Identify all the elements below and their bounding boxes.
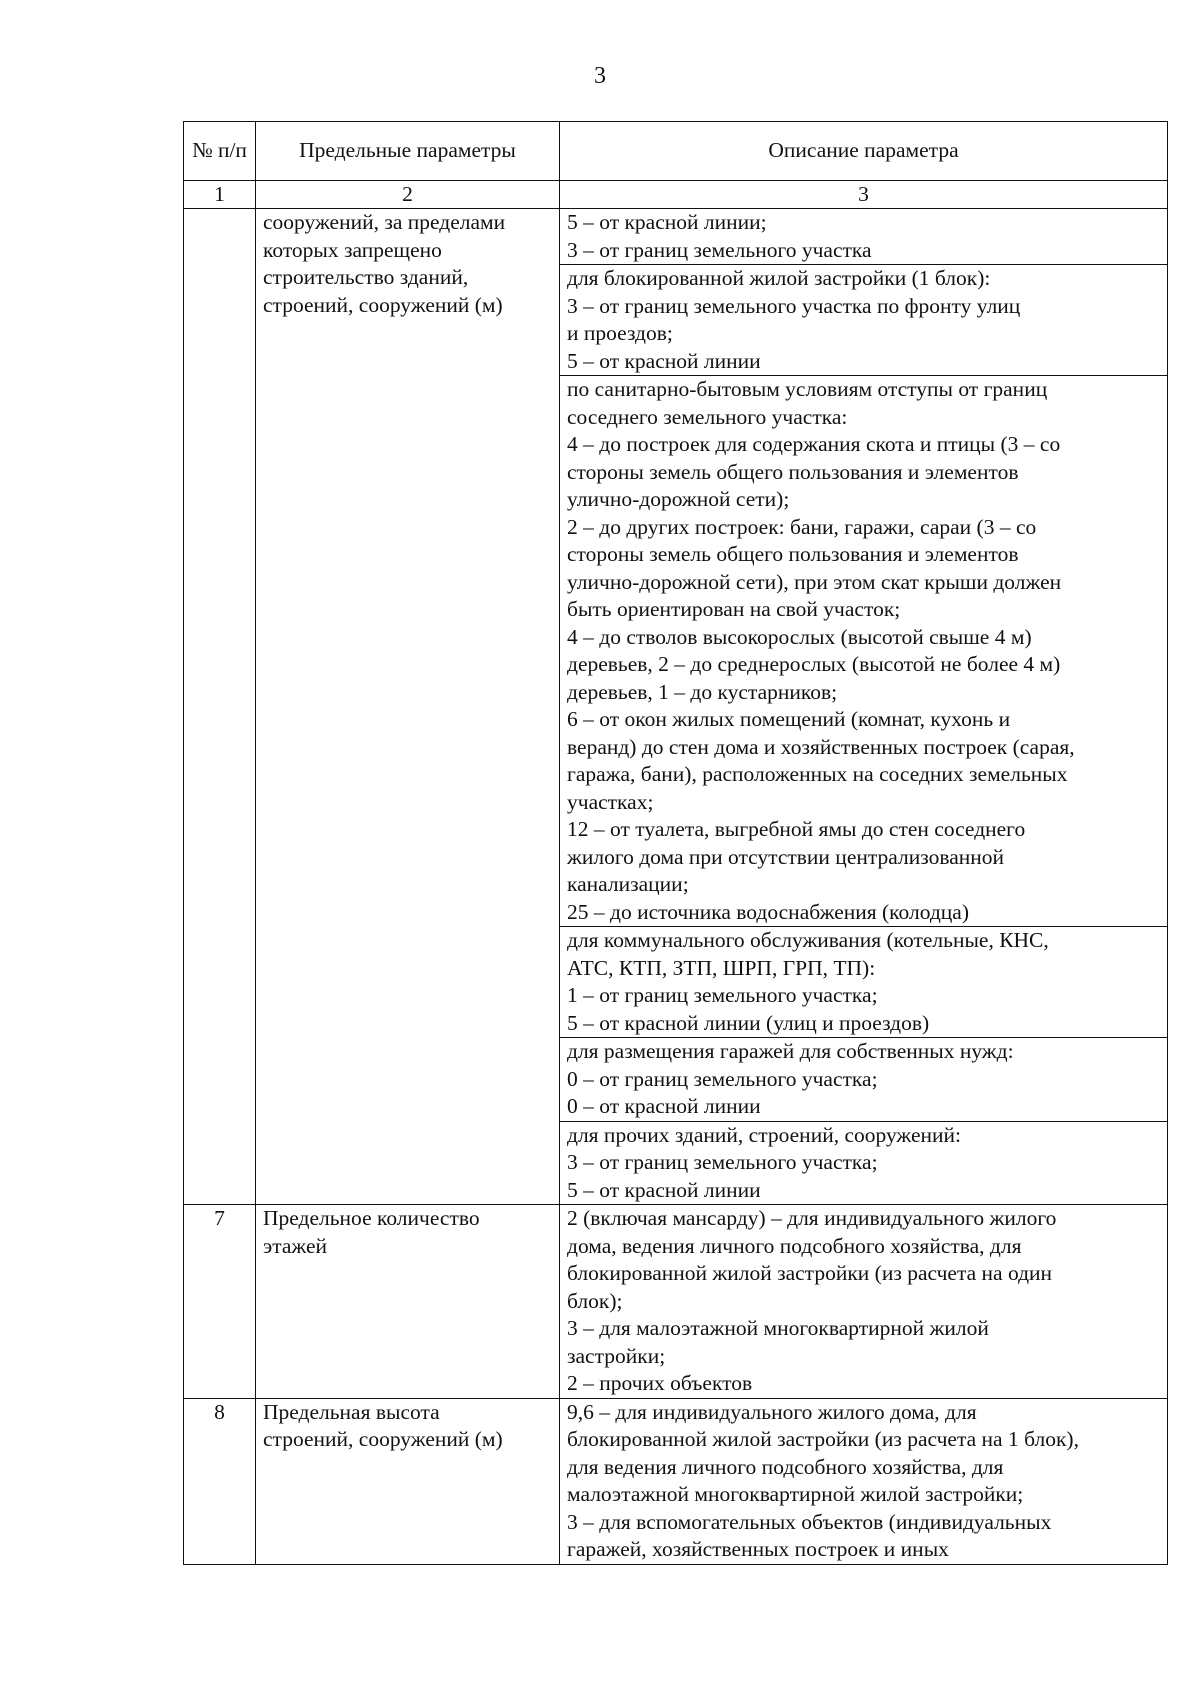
- text-line: участках;: [567, 789, 654, 814]
- page-number: 3: [594, 63, 606, 89]
- table-row: [184, 1398, 1168, 1564]
- text-line: 4 – до построек для содержания скота и птицы (3 – со: [567, 432, 1061, 456]
- description-cell: [560, 1038, 1168, 1122]
- text-line: для прочих зданий, строений, сооружений:: [567, 1122, 962, 1147]
- text-line: 2 – прочих объектов: [567, 1371, 753, 1395]
- text-line: 2 – до других построек: бани, гаражи, сараи (3 – со: [567, 514, 1037, 539]
- header-description: Описание параметра: [560, 122, 1168, 181]
- text-line: гаража, бани), расположенных на соседних земельных: [567, 762, 1068, 786]
- text-line: 3 – для вспомогательных объектов (индивидуальных: [567, 1509, 1052, 1534]
- text-line: 2 (включая мансарду) – для индивидуального жилого: [567, 1206, 1057, 1230]
- text-line: стороны земель общего пользования и элементов: [567, 542, 1019, 566]
- header-number: № п/п: [184, 122, 256, 181]
- row-number-cell: 8: [184, 1398, 256, 1564]
- text-line: соседнего земельного участка:: [567, 404, 848, 429]
- text-line: блок);: [567, 1288, 623, 1313]
- text-line: по санитарно-бытовым условиям отступы от границ: [567, 377, 1048, 401]
- text-line: 3 – от границ земельного участка: [567, 237, 872, 262]
- text-line: 1 – от границ земельного участка;: [567, 983, 878, 1007]
- text-line: 0 – от границ земельного участка;: [567, 1066, 878, 1091]
- parameter-cell: [256, 1205, 560, 1399]
- text-line: АТС, КТП, ЗТП, ШРП, ГРП, ТП):: [567, 955, 876, 980]
- text-line: для коммунального обслуживания (котельные, КНС,: [567, 928, 1049, 952]
- description-cell: [560, 376, 1168, 927]
- text-line: малоэтажной многоквартирной жилой застройки;: [567, 1482, 1024, 1506]
- parameters-table: [183, 121, 1168, 1565]
- text-line: 5 – от красной линии;: [567, 210, 767, 234]
- description-cell: [560, 1121, 1168, 1205]
- text-line: 9,6 – для индивидуального жилого дома, для: [567, 1399, 977, 1424]
- text-line: этажей: [263, 1233, 328, 1258]
- text-line: стороны земель общего пользования и элементов: [567, 459, 1019, 484]
- parameter-cell: [256, 1398, 560, 1564]
- text-line: 5 – от красной линии: [567, 1177, 761, 1202]
- text-line: для блокированной жилой застройки (1 блок):: [567, 266, 991, 290]
- row-number-cell: 7: [184, 1205, 256, 1399]
- description-cell: [560, 265, 1168, 376]
- text-line: улично-дорожной сети), при этом скат крыши должен: [567, 569, 1062, 594]
- text-line: 25 – до источника водоснабжения (колодца): [567, 899, 970, 924]
- text-line: 4 – до стволов высокорослых (высотой свыше 4 м): [567, 624, 1032, 649]
- text-line: которых запрещено: [263, 237, 442, 262]
- text-line: 5 – от красной линии (улиц и проездов): [567, 1010, 930, 1035]
- table-row: [184, 209, 1168, 265]
- text-line: сооружений, за пределами: [263, 210, 506, 234]
- text-line: канализации;: [567, 872, 689, 896]
- text-line: блокированной жилой застройки (из расчета на один: [567, 1261, 1053, 1285]
- column-index: 3: [560, 181, 1168, 209]
- text-line: деревьев, 1 – до кустарников;: [567, 679, 838, 704]
- column-index: 2: [256, 181, 560, 209]
- text-line: 0 – от красной линии: [567, 1094, 761, 1118]
- text-line: для размещения гаражей для собственных нужд:: [567, 1039, 1014, 1063]
- text-line: жилого дома при отсутствии централизованной: [567, 844, 1005, 869]
- text-line: 12 – от туалета, выгребной ямы до стен соседнего: [567, 817, 1026, 841]
- text-line: дома, ведения личного подсобного хозяйства, для: [567, 1233, 1022, 1258]
- text-line: Предельное количество: [263, 1206, 480, 1230]
- text-line: и проездов;: [567, 321, 673, 345]
- parameter-cell: [256, 209, 560, 1205]
- text-line: 5 – от красной линии: [567, 348, 761, 373]
- text-line: для ведения личного подсобного хозяйства, для: [567, 1454, 1004, 1479]
- text-line: гаражей, хозяйственных построек и иных: [567, 1537, 949, 1561]
- table-header-row: [184, 122, 1168, 181]
- description-cell: [560, 209, 1168, 265]
- row-number-cell: [184, 209, 256, 1205]
- column-index: 1: [184, 181, 256, 209]
- text-line: строений, сооружений (м): [263, 292, 503, 317]
- description-cell: [560, 1398, 1168, 1564]
- text-line: строений, сооружений (м): [263, 1427, 503, 1451]
- text-line: строительство зданий,: [263, 265, 469, 289]
- text-line: быть ориентирован на свой участок;: [567, 597, 901, 621]
- text-line: Предельная высота: [263, 1399, 440, 1424]
- description-cell: [560, 927, 1168, 1038]
- text-line: блокированной жилой застройки (из расчета на 1 блок),: [567, 1427, 1079, 1451]
- text-line: застройки;: [567, 1343, 666, 1368]
- text-line: 3 – от границ земельного участка по фронту улиц: [567, 293, 1021, 318]
- text-line: улично-дорожной сети);: [567, 487, 790, 511]
- text-line: деревьев, 2 – до среднерослых (высотой не более 4 м): [567, 652, 1061, 676]
- text-line: 3 – для малоэтажной многоквартирной жилой: [567, 1316, 989, 1340]
- text-line: 3 – от границ земельного участка;: [567, 1150, 878, 1174]
- header-parameters: Предельные параметры: [256, 122, 560, 181]
- text-line: веранд) до стен дома и хозяйственных построек (сарая,: [567, 734, 1075, 759]
- table-row: [184, 1205, 1168, 1399]
- text-line: 6 – от окон жилых помещений (комнат, кухонь и: [567, 707, 1011, 731]
- description-cell: [560, 1205, 1168, 1399]
- column-index-row: [184, 181, 1168, 209]
